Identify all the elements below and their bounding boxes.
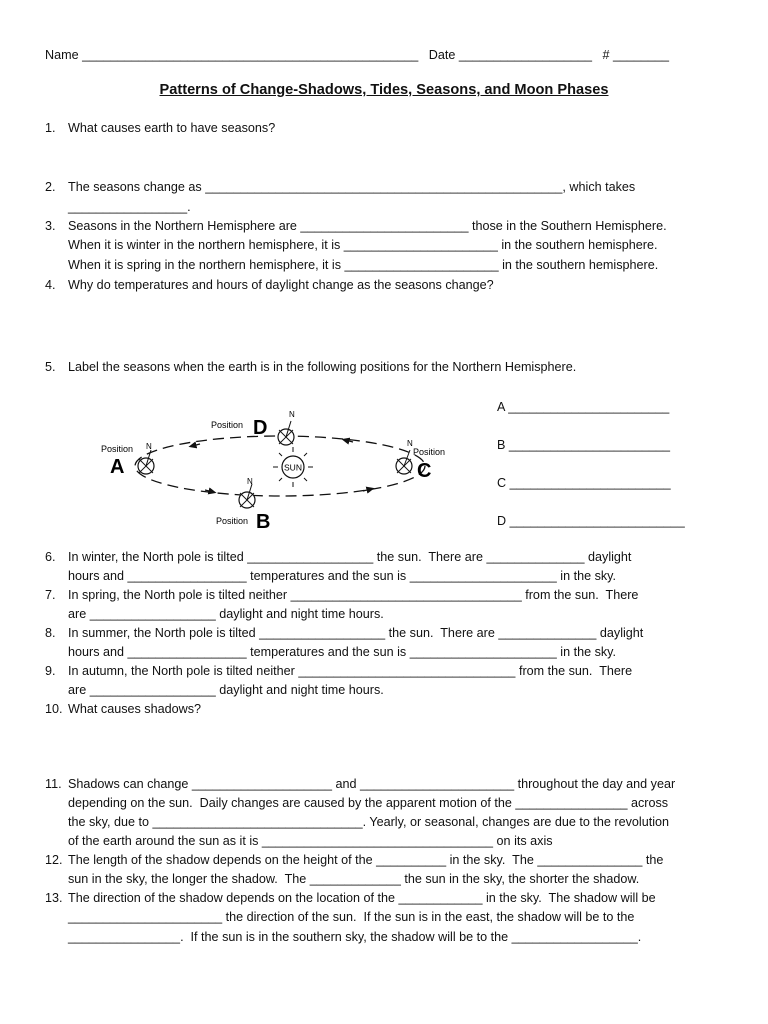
position-letter-b: B: [256, 511, 271, 533]
orbit-arrow-icon: [192, 444, 200, 446]
question-13-line-3[interactable]: ________________. If the sun is in the southern sky, the shadow will be to the __________________.: [68, 930, 642, 944]
question-number: 5.: [45, 360, 56, 374]
question-6-line-2[interactable]: hours and _________________ temperatures and the sun is _____________________ in the sky.: [68, 569, 617, 583]
question-5-text: Label the seasons when the earth is in the following positions for the Northern Hemisphere.: [68, 360, 577, 374]
question-11-line-2[interactable]: depending on the sun. Daily changes are caused by the apparent motion of the ________________ across: [68, 796, 669, 810]
earth-orbit-diagram: [95, 400, 465, 535]
question-6-line-1[interactable]: In winter, the North pole is tilted __________________ the sun. There are ______________ daylight: [68, 550, 632, 564]
earth-position-d: [211, 410, 295, 445]
question-number: 6.: [45, 550, 56, 564]
question-12-line-2[interactable]: sun in the sky, the longer the shadow. The _____________ the sun in the sky, the shorter the shadow.: [68, 872, 640, 886]
answer-blank-d[interactable]: D _________________________: [497, 514, 685, 528]
question-number: 13.: [45, 891, 63, 905]
question-1-text: What causes earth to have seasons?: [68, 121, 276, 135]
earth-position-b: [216, 477, 270, 533]
question-3-line-2[interactable]: When it is winter in the northern hemisphere, it is ______________________ in the southern hemisphere.: [68, 238, 658, 252]
question-9-line-1[interactable]: In autumn, the North pole is tilted neither _______________________________ from the sun. There: [68, 664, 633, 678]
question-8-line-2[interactable]: hours and _________________ temperatures and the sun is _____________________ in the sky.: [68, 645, 617, 659]
answer-blank-a[interactable]: A _______________________: [497, 400, 670, 414]
question-number: 7.: [45, 588, 56, 602]
position-word: Position: [101, 444, 134, 454]
north-label: N: [407, 439, 413, 448]
north-label: N: [146, 442, 152, 451]
question-number: 8.: [45, 626, 56, 640]
position-word: Position: [413, 447, 446, 457]
position-word: Position: [211, 420, 244, 430]
position-word: Position: [216, 516, 249, 526]
question-11-line-4[interactable]: of the earth around the sun as it is _________________________________ on its axis: [68, 834, 553, 848]
sun-icon: [273, 447, 313, 487]
question-number: 9.: [45, 664, 56, 678]
question-number: 10.: [45, 702, 63, 716]
question-13-line-1[interactable]: The direction of the shadow depends on the location of the ____________ in the sky. The shadow will be: [68, 891, 656, 905]
north-label: N: [289, 410, 295, 419]
question-8-line-1[interactable]: In summer, the North pole is tilted __________________ the sun. There are ______________ daylight: [68, 626, 644, 640]
question-2-line-1[interactable]: The seasons change as ___________________________________________________, which takes: [68, 180, 636, 194]
question-3-line-1[interactable]: Seasons in the Northern Hemisphere are ________________________ those in the Southern Hemisphere.: [68, 219, 667, 233]
question-13-line-2[interactable]: ______________________ the direction of the sun. If the sun is in the east, the shadow will be to the: [68, 910, 635, 924]
question-7-line-2[interactable]: are __________________ daylight and night time hours.: [68, 607, 384, 621]
answer-blank-b[interactable]: B _______________________: [497, 438, 670, 452]
question-11-line-3[interactable]: the sky, due to ______________________________. Yearly, or seasonal, changes are due to the revolution: [68, 815, 670, 829]
earth-position-c: [396, 439, 445, 482]
question-3-line-3[interactable]: When it is spring in the northern hemisphere, it is ______________________ in the southern hemisphere.: [68, 258, 659, 272]
question-number: 1.: [45, 121, 56, 135]
position-letter-d: D: [253, 417, 268, 439]
question-number: 11.: [45, 777, 62, 791]
position-letter-a: A: [110, 456, 125, 478]
answer-blank-c[interactable]: C _______________________: [497, 476, 671, 490]
position-letter-c: C: [417, 460, 432, 482]
north-label: N: [247, 477, 253, 486]
orbit-path: [135, 436, 425, 496]
earth-position-a: [101, 442, 154, 478]
question-11-line-1[interactable]: Shadows can change ____________________ and ______________________ throughout the day and year: [68, 777, 676, 791]
worksheet-title: Patterns of Change-Shadows, Tides, Seasons, and Moon Phases: [159, 82, 609, 98]
question-12-line-1[interactable]: The length of the shadow depends on the height of the __________ in the sky. The _______________ the: [68, 853, 664, 867]
question-number: 3.: [45, 219, 56, 233]
question-10-text: What causes shadows?: [68, 702, 202, 716]
question-number: 2.: [45, 180, 56, 194]
question-4-text: Why do temperatures and hours of daylight change as the seasons change?: [68, 278, 494, 292]
question-2-line-2[interactable]: _________________.: [68, 200, 191, 214]
name-date-number-line[interactable]: Name ________________________________________________ Date ___________________ # ________: [45, 48, 669, 62]
question-number: 4.: [45, 278, 56, 292]
question-7-line-1[interactable]: In spring, the North pole is tilted neither _________________________________ from the sun. There: [68, 588, 639, 602]
sun-label: SUN: [284, 462, 302, 473]
question-number: 12.: [45, 853, 63, 867]
question-9-line-2[interactable]: are __________________ daylight and night time hours.: [68, 683, 384, 697]
